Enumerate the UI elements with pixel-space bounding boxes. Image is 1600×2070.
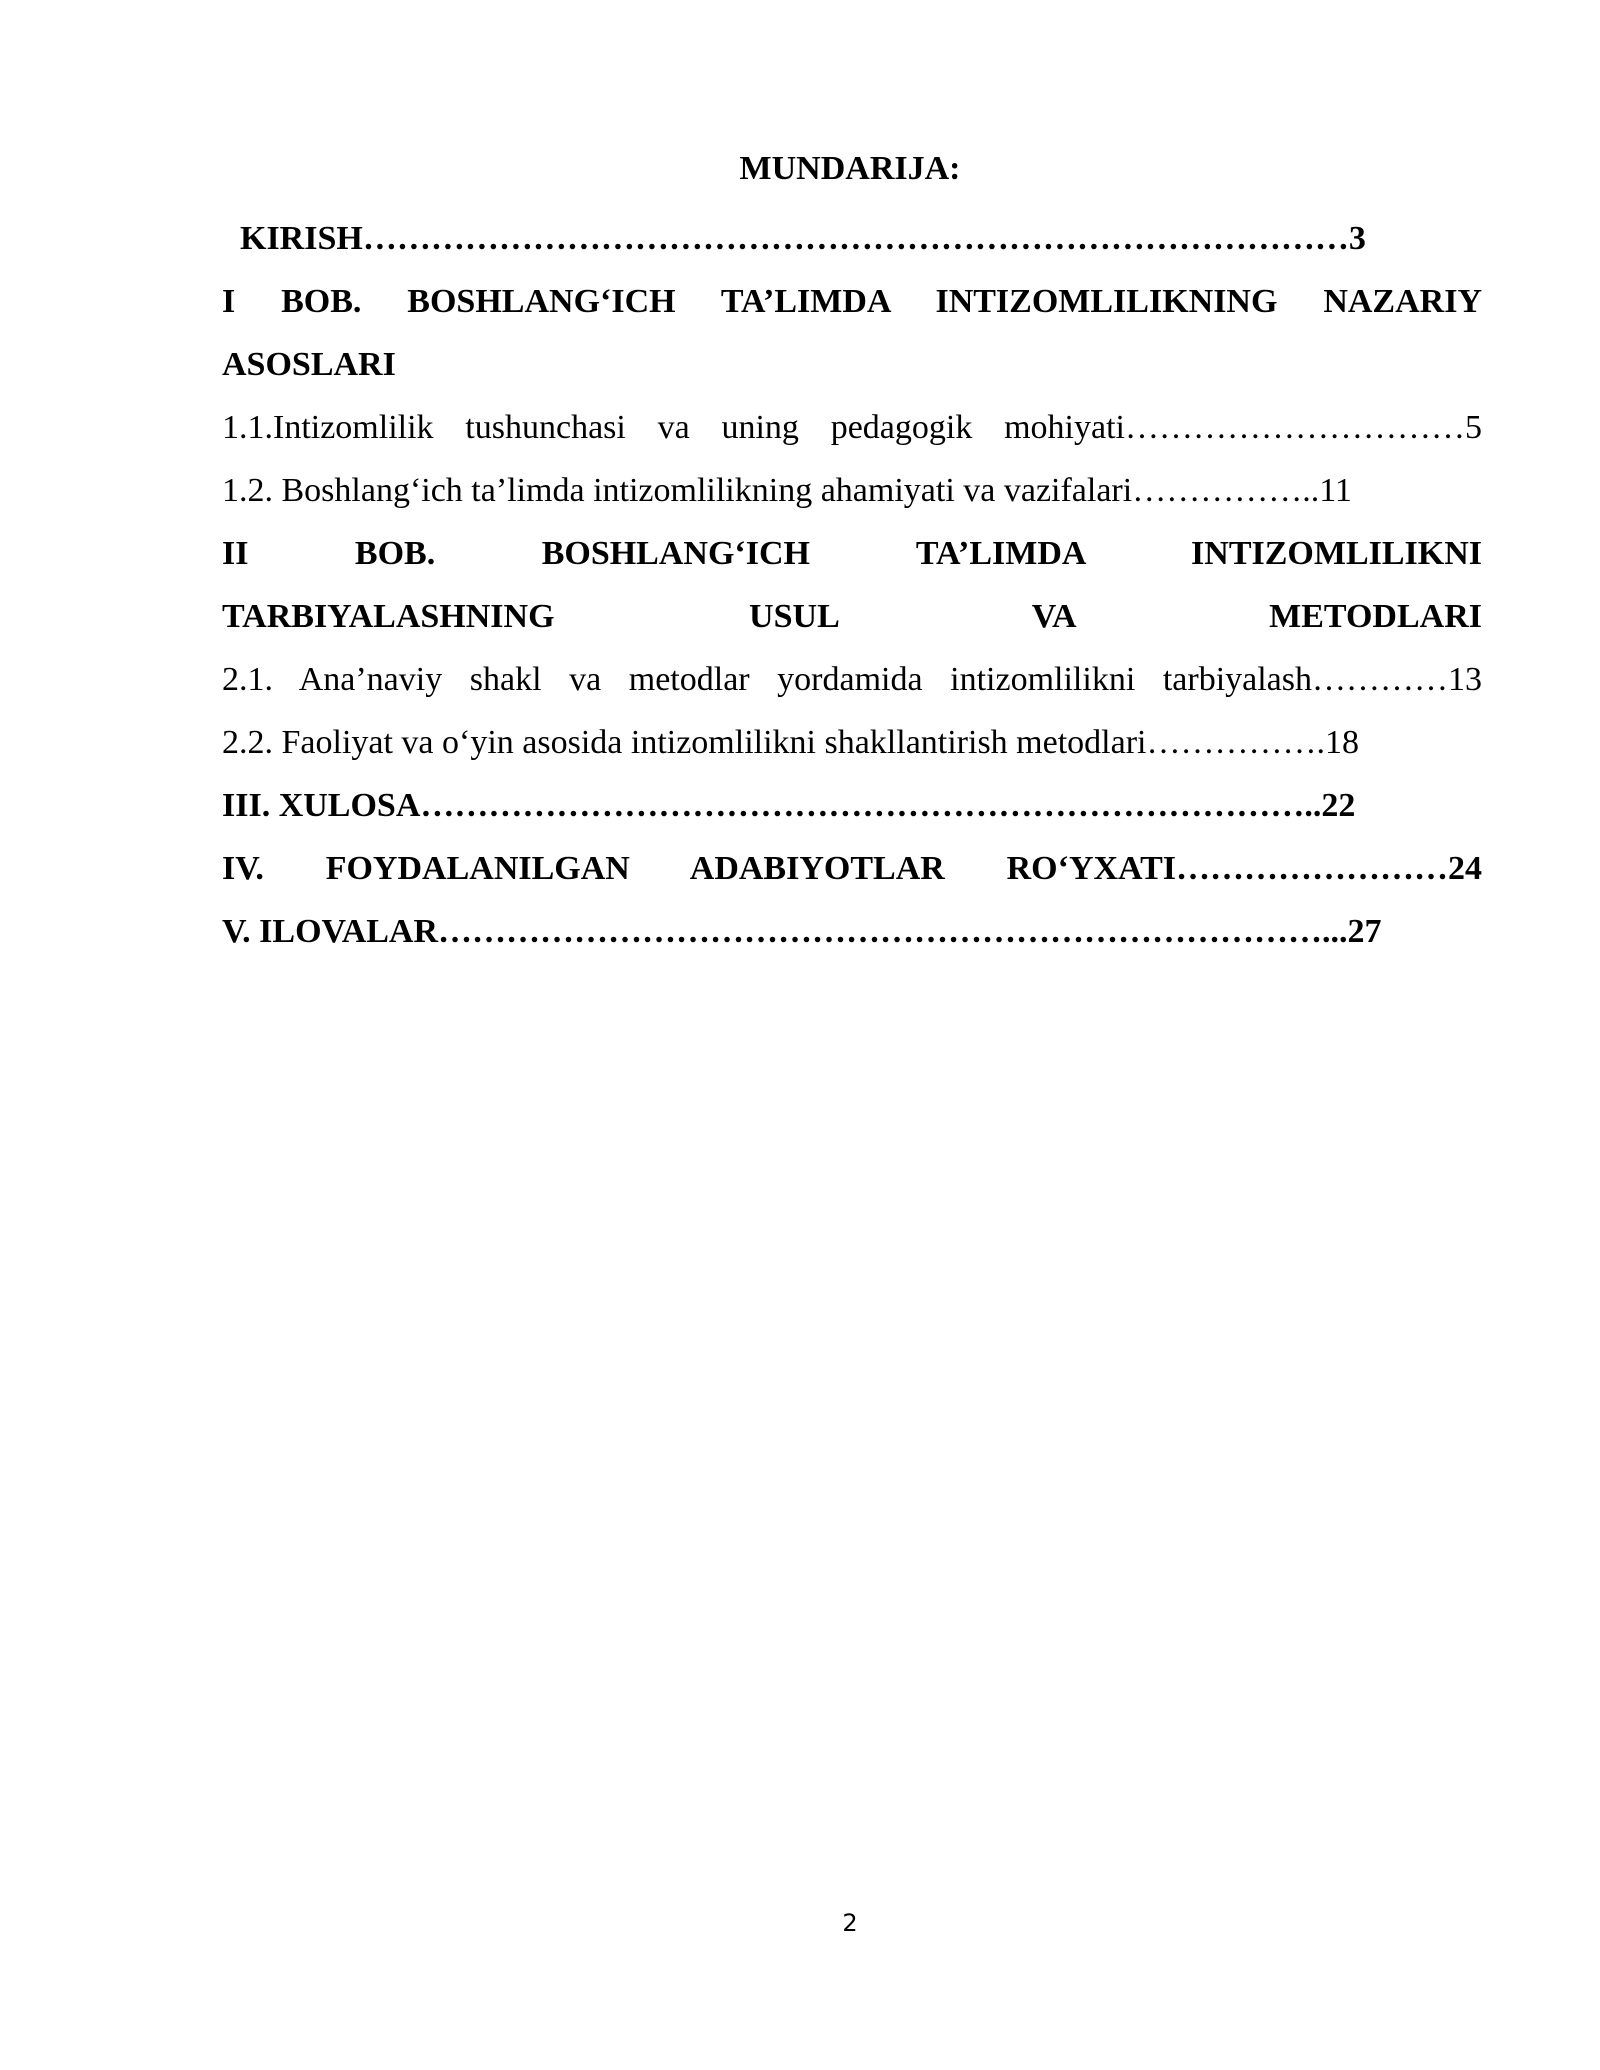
toc-entry-section-2-1: 2.1. Ana’naviy shakl va metodlar yordamida intizomlilikni tarbiyalash…………13 bbox=[222, 661, 1482, 698]
toc-entry-section-1-1: 1.1.Intizomlilik tushunchasi va uning pedagogik mohiyati…………………………5 bbox=[222, 409, 1482, 446]
page-title: MUNDARIJA: bbox=[739, 150, 961, 187]
toc-entry-chapter2-line1: II BOB. BOSHLANG‘ICH TA’LIMDA INTIZOMLILIKNI bbox=[222, 535, 1482, 572]
table-of-contents bbox=[222, 207, 1482, 963]
toc-entry-kirish: KIRISH……………………………………………………………………………3 bbox=[240, 220, 1366, 257]
toc-entry-appendices: V. ILOVALAR……………………………………………………………………...27 bbox=[222, 913, 1382, 950]
toc-entry-section-2-2: 2.2. Faoliyat va o‘yin asosida intizomlilikni shakllantirish metodlari…………….18 bbox=[222, 724, 1359, 761]
toc-entry-chapter1-line1: I BOB. BOSHLANG‘ICH TA’LIMDA INTIZOMLILIKNING NAZARIY bbox=[222, 283, 1482, 320]
toc-entry-references: IV. FOYDALANILGAN ADABIYOTLAR RO‘YXATI……………………24 bbox=[222, 850, 1482, 887]
toc-entry-section-1-2: 1.2. Boshlang‘ich ta’limda intizomlilikning ahamiyati va vazifalari……………..11 bbox=[222, 472, 1352, 509]
toc-entry-chapter2-line2: TARBIYALASHNING USUL VA METODLARI bbox=[222, 598, 1482, 635]
toc-entry-conclusion: III. XULOSA……………………………………………………………………..22 bbox=[222, 787, 1356, 824]
page-number: 2 bbox=[842, 1909, 858, 1937]
toc-entry-chapter1-line2: ASOSLARI bbox=[222, 346, 396, 383]
